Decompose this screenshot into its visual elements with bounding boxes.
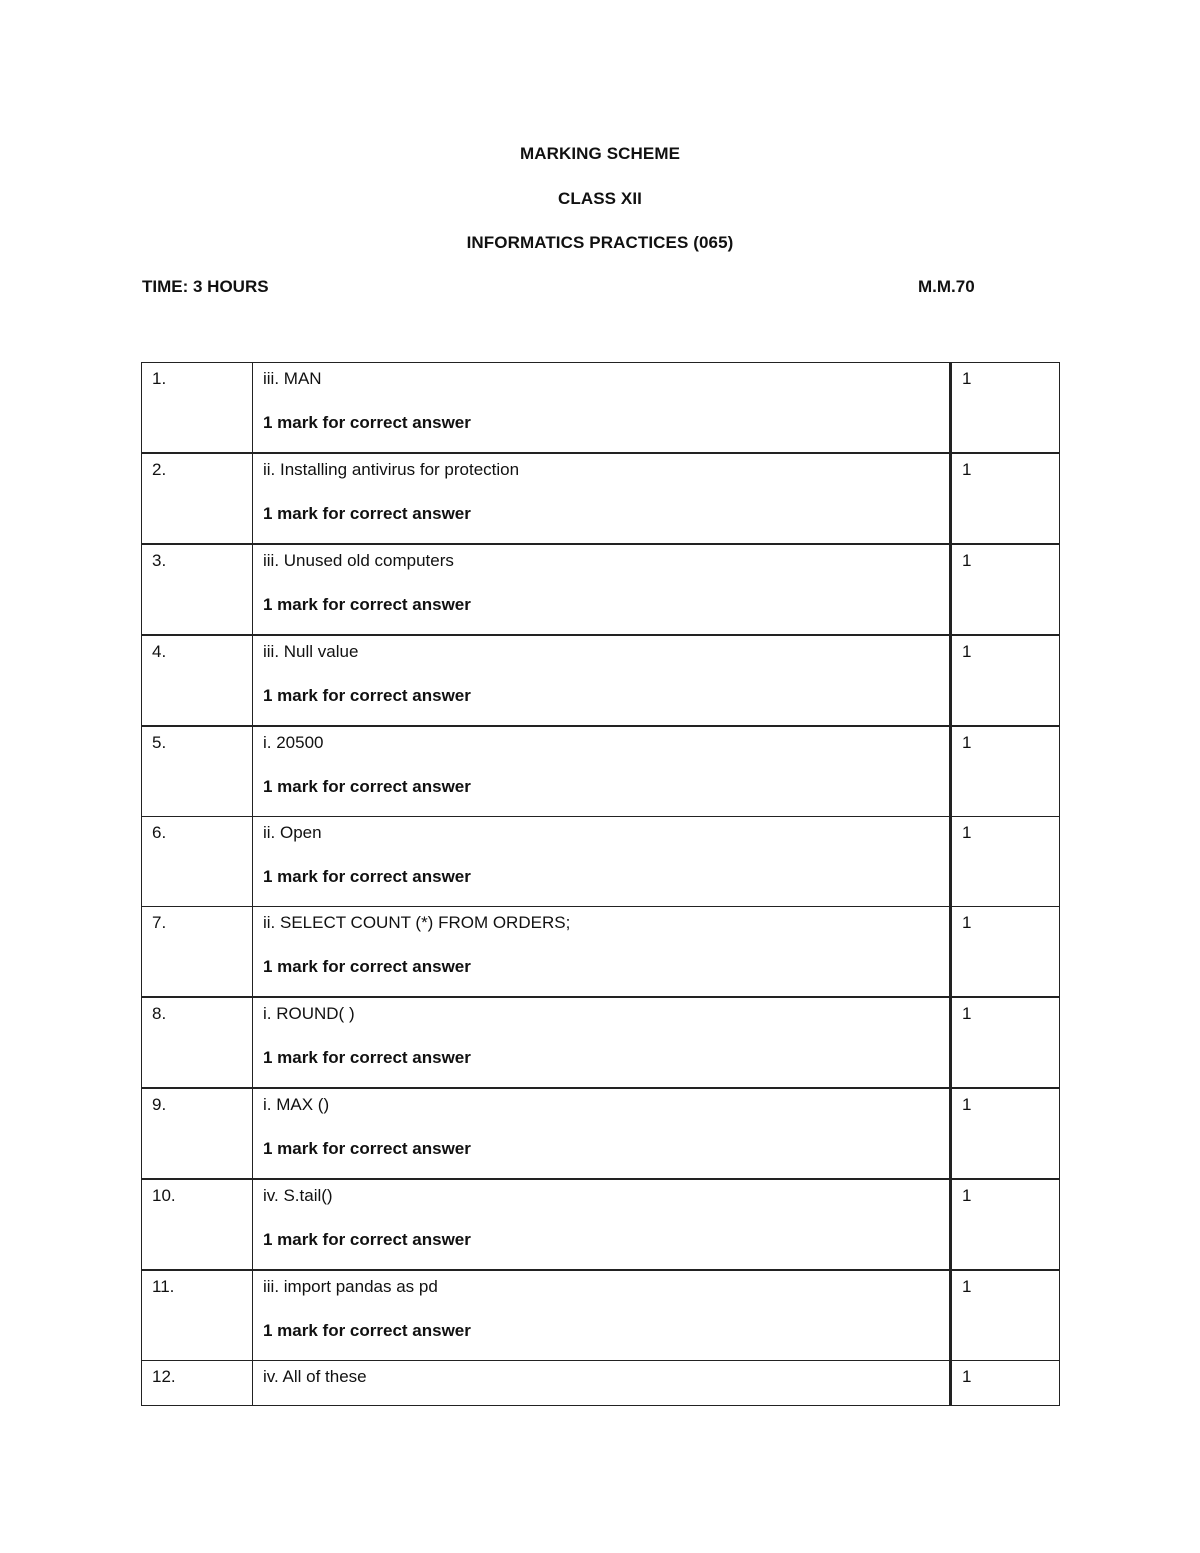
table-row — [142, 1361, 1060, 1406]
table-row — [142, 363, 1060, 454]
marking-note: 1 mark for correct answer — [263, 686, 471, 705]
marking-note: 1 mark for correct answer — [263, 777, 471, 796]
marking-note: 1 mark for correct answer — [263, 413, 471, 432]
answer-cell — [253, 363, 951, 454]
marking-note: 1 mark for correct answer — [263, 1139, 471, 1158]
answer-cell — [253, 635, 951, 726]
marks-cell: 1 — [951, 817, 1060, 907]
table-row — [142, 726, 1060, 817]
answer-text: iii. Null value — [263, 642, 359, 661]
answer-cell — [253, 817, 951, 907]
marks-cell: 1 — [951, 1088, 1060, 1179]
marking-note: 1 mark for correct answer — [263, 504, 471, 523]
table-row — [142, 997, 1060, 1088]
marking-note: 1 mark for correct answer — [263, 957, 471, 976]
table-row — [142, 635, 1060, 726]
table-row — [142, 453, 1060, 544]
question-number: 9. — [142, 1088, 253, 1179]
document-title: MARKING SCHEME — [519, 144, 681, 163]
marking-note: 1 mark for correct answer — [263, 1230, 471, 1249]
answer-text: iv. All of these — [263, 1367, 367, 1386]
answer-text: ii. SELECT COUNT (*) FROM ORDERS; — [263, 913, 571, 932]
question-number: 7. — [142, 907, 253, 998]
marks-cell: 1 — [951, 997, 1060, 1088]
table-row — [142, 1179, 1060, 1270]
answer-cell — [253, 453, 951, 544]
max-marks-label: M.M.70 — [918, 277, 975, 296]
marking-note: 1 mark for correct answer — [263, 1321, 471, 1340]
marks-cell: 1 — [951, 1361, 1060, 1406]
answer-cell — [253, 544, 951, 635]
table-row — [142, 1270, 1060, 1361]
time-label: TIME: 3 HOURS — [142, 277, 269, 296]
answer-text: i. MAX () — [263, 1095, 330, 1114]
answer-cell — [253, 1270, 951, 1361]
marking-note: 1 mark for correct answer — [263, 1048, 471, 1067]
answer-text: iii. import pandas as pd — [263, 1277, 438, 1296]
answer-cell — [253, 997, 951, 1088]
marks-cell: 1 — [951, 907, 1060, 998]
answer-text: ii. Installing antivirus for protection — [263, 460, 520, 479]
table-row — [142, 544, 1060, 635]
marking-scheme-table — [141, 362, 1060, 1406]
marks-cell: 1 — [951, 363, 1060, 454]
answer-cell — [253, 726, 951, 817]
question-number: 10. — [142, 1179, 253, 1270]
question-number: 11. — [142, 1270, 253, 1361]
marks-cell: 1 — [951, 544, 1060, 635]
question-number: 1. — [142, 363, 253, 454]
answer-cell — [253, 1361, 951, 1406]
answer-text: iii. Unused old computers — [263, 551, 454, 570]
answer-text: ii. Open — [263, 823, 322, 842]
marking-note: 1 mark for correct answer — [263, 867, 471, 886]
subject-label: INFORMATICS PRACTICES (065) — [466, 233, 734, 252]
question-number: 3. — [142, 544, 253, 635]
answer-cell — [253, 1088, 951, 1179]
answer-text: iii. MAN — [263, 369, 322, 388]
answer-text: iv. S.tail() — [263, 1186, 333, 1205]
marks-cell: 1 — [951, 726, 1060, 817]
answer-text: i. ROUND( ) — [263, 1004, 355, 1023]
table-row — [142, 817, 1060, 907]
question-number: 8. — [142, 997, 253, 1088]
marks-cell: 1 — [951, 1179, 1060, 1270]
answer-cell — [253, 907, 951, 998]
answer-text: i. 20500 — [263, 733, 324, 752]
table-row — [142, 1088, 1060, 1179]
answer-cell — [253, 1179, 951, 1270]
question-number: 4. — [142, 635, 253, 726]
marking-note: 1 mark for correct answer — [263, 595, 471, 614]
marks-cell: 1 — [951, 453, 1060, 544]
class-label: CLASS XII — [557, 189, 643, 208]
marks-cell: 1 — [951, 635, 1060, 726]
question-number: 6. — [142, 817, 253, 907]
table-row — [142, 907, 1060, 998]
question-number: 2. — [142, 453, 253, 544]
marks-cell: 1 — [951, 1270, 1060, 1361]
question-number: 5. — [142, 726, 253, 817]
question-number: 12. — [142, 1361, 253, 1406]
